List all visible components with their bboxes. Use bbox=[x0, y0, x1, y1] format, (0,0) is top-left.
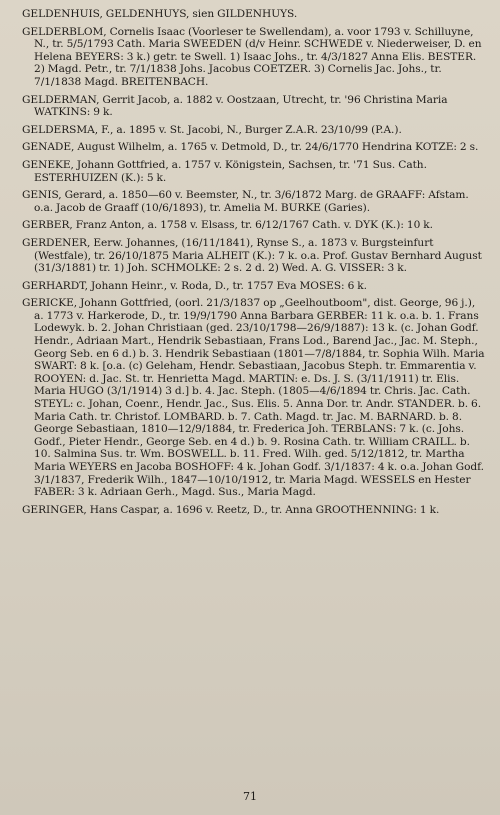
entry-geringer: GERINGER, Hans Caspar, a. 1696 v. Reetz, D., tr. Anna GROOTHENNING: 1 k. bbox=[22, 503, 440, 516]
entry-gericke: GERICKE, Johann Gottfried, (oorl. 21/3/1837 op „Geelhoutboom", dist. George, 96 j.), a. 1773 v. Harkerode, D., tr. 19/9/1790 Anna Barbara GERBER: 11 k. o.a. b. 1. Frans Lodewyk. b. 2. Johan Christiaan (ged. 23/10/1798—26/9/1887): 13 k. (c. Johan Godf. Hendr., Adriaan Mart., Hendrik Sebastiaan, Frans Lod., Barend Jac., Jac. M. Steph., Georg Seb. en 6 d.) b. 3. Hendrik Sebastiaan (1801—7/8/1884, tr. Sophia Wilh. Maria SWART: 8 k. [o.a. (c) Geleham, Hendr. Sebastiaan, Jacobus Steph. tr. Emmarentia v. ROOYEN: d. Jac. St. tr. Henrietta Magd. MARTIN: e. Ds. J. S. (3/11/1911) tr. Elis. Maria HUGO (3/1/1914) 3 d.] b. 4. Jac. Steph. (1805—4/6/1894 tr. Chris. Jac. Cath. STEYL: c. Johan, Coenr., Hendr. Jac., Sus. Elis. 5. Anna Dor. tr. Andr. STANDER. b. 6. Maria Cath. tr. Christof. LOMBARD. b. 7. Cath. Magd. tr. Jac. M. BARNARD. b. 8. George Sebastiaan, 1810—12/9/1884, tr. Frederica Joh. TERBLANS: 7 k. (c. Johs. Godf., Pieter Hendr., George Seb. en 4 d.) b. 9. Rosina Cath. tr. William CRAILL. b. 10. Salmina Sus. tr. Wm. BOSWELL. b. 11. Fred. Wilh. ged. 5/12/1812, tr. Martha Maria WEYERS en Jacoba BOSHOFF: 4 k. Johan Godf. 3/1/1837: 4 k. o.a. Johan Godf. 3/1/1837, Frederik Wilh., 1847—10/10/1912, tr. Maria Magd. WESSELS en Hester FABER: 3 k. Adriaan Gerh., Magd. Sus., Maria Magd. bbox=[22, 297, 485, 499]
entry-geldenhuis: GELDENHUIS, GELDENHUYS, sien GILDENHUYS. bbox=[22, 8, 298, 20]
entry-geneke: GENEKE, Johann Gottfried, a. 1757 v. Königstein, Sachsen, tr. '71 Sus. Cath. ESTERHUIZEN (K.): 5 k. bbox=[22, 158, 427, 184]
entry-gerhardt: GERHARDT, Johann Heinr., v. Roda, D., tr. 1757 Eva MOSES: 6 k. bbox=[22, 279, 367, 292]
entry-gerdener: GERDENER, Eerw. Johannes, (16/11/1841), Rynse S., a. 1873 v. Burgsteinfurt (Westfale), tr. 26/10/1875 Maria ALHEIT (K.): 7 k. o.a. Prof. Gustav Bernhard August (31/3/1881) tr. 1) Joh. SCHMOLKE: 2 s. 2 d. 2) Wed. A. G. VISSER: 3 k. bbox=[22, 236, 482, 275]
page-number: 71 bbox=[243, 790, 257, 803]
entry-genade: GENADE, August Wilhelm, a. 1765 v. Detmold, D., tr. 24/6/1770 Hendrina KOTZE: 2 s. bbox=[22, 141, 479, 154]
entry-geldersma: GELDERSMA, F., a. 1895 v. St. Jacobi, N., Burger Z.A.R. 23/10/99 (P.A.). bbox=[22, 123, 402, 136]
entry-gelderman: GELDERMAN, Gerrit Jacob, a. 1882 v. Oostzaan, Utrecht, tr. '96 Christina Maria WATKINS: 9 k. bbox=[22, 93, 448, 119]
entry-gerber: GERBER, Franz Anton, a. 1758 v. Elsass, tr. 6/12/1767 Cath. v. DYK (K.): 10 k. bbox=[22, 219, 433, 232]
entry-genis: GENIS, Gerard, a. 1850—60 v. Beemster, N., tr. 3/6/1872 Marg. de GRAAFF: Afstam. o.a. Jacob de Graaff (10/6/1893), tr. Amelia M. BURKE (Garies). bbox=[22, 189, 469, 214]
entry-gelderblom: GELDERBLOM, Cornelis Isaac (Voorleser te Swellendam), a. voor 1793 v. Schilluyne, N., tr. 5/5/1793 Cath. Maria SWEEDEN (d/v Heinr. SCHWEDE v. Niederweiser, D. en Helena BEYERS: 3 k.) getr. te Swell. 1) Isaac Johs., tr. 4/3/1827 Anna Elis. BESTER. 2) Magd. Petr., tr. 7/1/1838 Johs. Jacobus COETZER. 3) Cornelis Jac. Johs., tr. 7/1/1838 Magd. BREITENBACH. bbox=[22, 25, 482, 88]
